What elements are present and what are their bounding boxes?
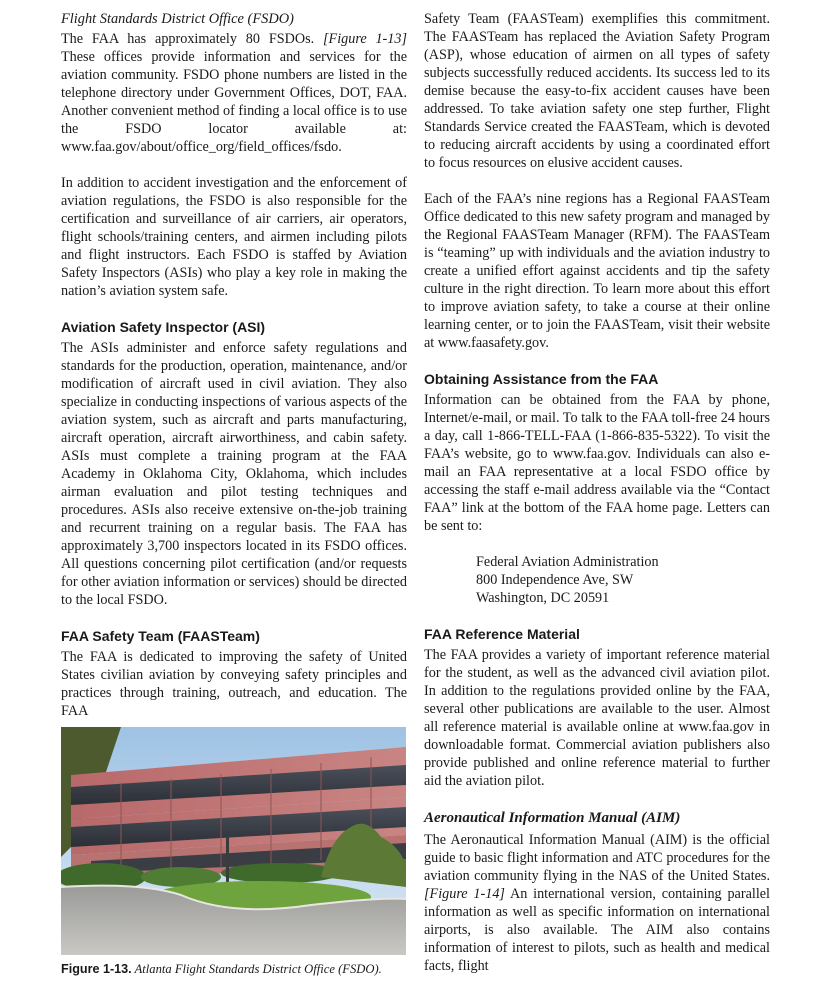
assistance-heading: Obtaining Assistance from the FAA	[424, 371, 659, 387]
aim-paragraph-text-a: The Aeronautical Information Manual (AIM) is the official guide to basic flight information and ATC procedures for the aviation community flying in the NAS of the United States.	[424, 832, 770, 884]
assistance-paragraph: Information can be obtained from the FAA by phone, Internet/e-mail, or mail. To talk to the FAA toll-free 24 hours a day, call 1-866-TELL-FAA (1-866-835-5322). To visit the FAA’s website, go to www.faa.gov. Individuals can also e-mail an FAA representative at a local FSDO office by accessing the staff e-mail address available via the “Contact FAA” link at the bottom of the FAA home page. Letters can be sent to:	[424, 392, 770, 534]
reference-material-paragraph: The FAA provides a variety of important reference material for the student, as well as the advanced civil aviation pilot. In addition to the regulations provided online by the FAA, several other publications are available to the user. Almost all reference material is available online at www.faa.gov in downloadable format. Commercial aviation publishers also provide published and online reference material to further aid the aviation pilot.	[424, 647, 770, 789]
fsdo-paragraph-1	[61, 30, 407, 156]
fsdo-building-photo	[61, 727, 406, 955]
asi-heading: Aviation Safety Inspector (ASI)	[61, 319, 266, 335]
faasteam-paragraph-1-continued: Safety Team (FAASTeam) exemplifies this commitment. The FAASTeam has replaced the Aviation Safety Program (ASP), whose education of airmen on all types of safety subjects successfully reduced accidents. Its success led to its demise because the easy-to-fix accident causes have been addressed. To take aviation safety one step further, Flight Standards Service created the FAASTeam, which is devoted to reducing aircraft accidents by using a coordinated effort to focus resources on elusive accident causes.	[424, 11, 770, 171]
address-line-2: 800 Independence Ave, SW	[476, 572, 634, 588]
aim-paragraph	[424, 831, 770, 975]
faasteam-heading: FAA Safety Team (FAASTeam)	[61, 628, 260, 644]
figure-1-13-reference: [Figure 1-13]	[323, 31, 407, 47]
right-column	[424, 10, 770, 975]
faasteam-paragraph-1: The FAA is dedicated to improving the safety of United States civilian aviation by conveying safety principles and practices through training, outreach, and education. The FAA	[61, 649, 407, 719]
fsdo-paragraph-1-text-b: These offices provide information and services for the aviation community. FSDO phone numbers are listed in the telephone directory under Government Offices, DOT, FAA. Another convenient method of finding a local office is to use the FSDO locator available at: www.faa.gov/about/office_org/field_offices/fsdo.	[61, 49, 407, 155]
asi-paragraph: The ASIs administer and enforce safety regulations and standards for the production, operation, maintenance, and/or modification of aircraft used in civil aviation. They also specialize in conducting inspections of various aspects of the aviation system, such as aircraft and parts manufacturing, aircraft operation, aircraft airworthiness, and cabin safety. ASIs must complete a training program at the FAA Academy in Oklahoma City, Oklahoma, which includes airman evaluation and pilot testing techniques and procedures. ASIs also receive extensive on-the-job training and recurrent training on a regular basis. The FAA has approximately 3,700 inspectors located in its FSDO offices. All questions concerning pilot certification (and/or requests for other aviation information or services) should be directed to the local FSDO.	[61, 340, 407, 608]
address-line-1: Federal Aviation Administration	[476, 554, 659, 570]
faasteam-paragraph-2: Each of the FAA’s nine regions has a Regional FAASTeam Office dedicated to this new safety program and managed by the Regional FAASTeam Manager (RFM). The FAASTeam is “teaming” up with individuals and the aviation industry to create a unified effort against accidents and tip the safety culture in the right direction. To learn more about this effort to improve aviation safety, to take a course at their online learning center, or to join the FAASTeam, visit their website at www.faasafety.gov.	[424, 191, 770, 351]
mailing-address	[476, 553, 770, 607]
fsdo-paragraph-2: In addition to accident investigation and the enforcement of aviation regulations, the FSDO is also responsible for the certification and surveillance of air carriers, air operators, flight schools/training centers, and airmen including pilots and flight instructors. Each FSDO is staffed by Aviation Safety Inspectors (ASIs) who play a key role in making the nation’s aviation system safe.	[61, 175, 407, 299]
aim-paragraph-text-b: An international version, containing parallel information as well as specific information on international airports, is also available. The AIM also contains information of interest to pilots, such as health and medical facts, flight	[424, 886, 770, 974]
left-column	[61, 10, 407, 720]
figure-caption	[61, 961, 421, 977]
fsdo-heading: Flight Standards District Office (FSDO)	[61, 11, 294, 27]
aim-heading: Aeronautical Information Manual (AIM)	[424, 810, 681, 826]
figure-label: Figure 1-13.	[61, 962, 132, 976]
figure-caption-text: Atlanta Flight Standards District Office (FSDO).	[131, 962, 382, 976]
address-line-3: Washington, DC 20591	[476, 590, 610, 606]
figure-1-14-reference: [Figure 1-14]	[424, 886, 505, 902]
reference-material-heading: FAA Reference Material	[424, 626, 580, 642]
fsdo-paragraph-1-text-a: The FAA has approximately 80 FSDOs.	[61, 31, 324, 47]
